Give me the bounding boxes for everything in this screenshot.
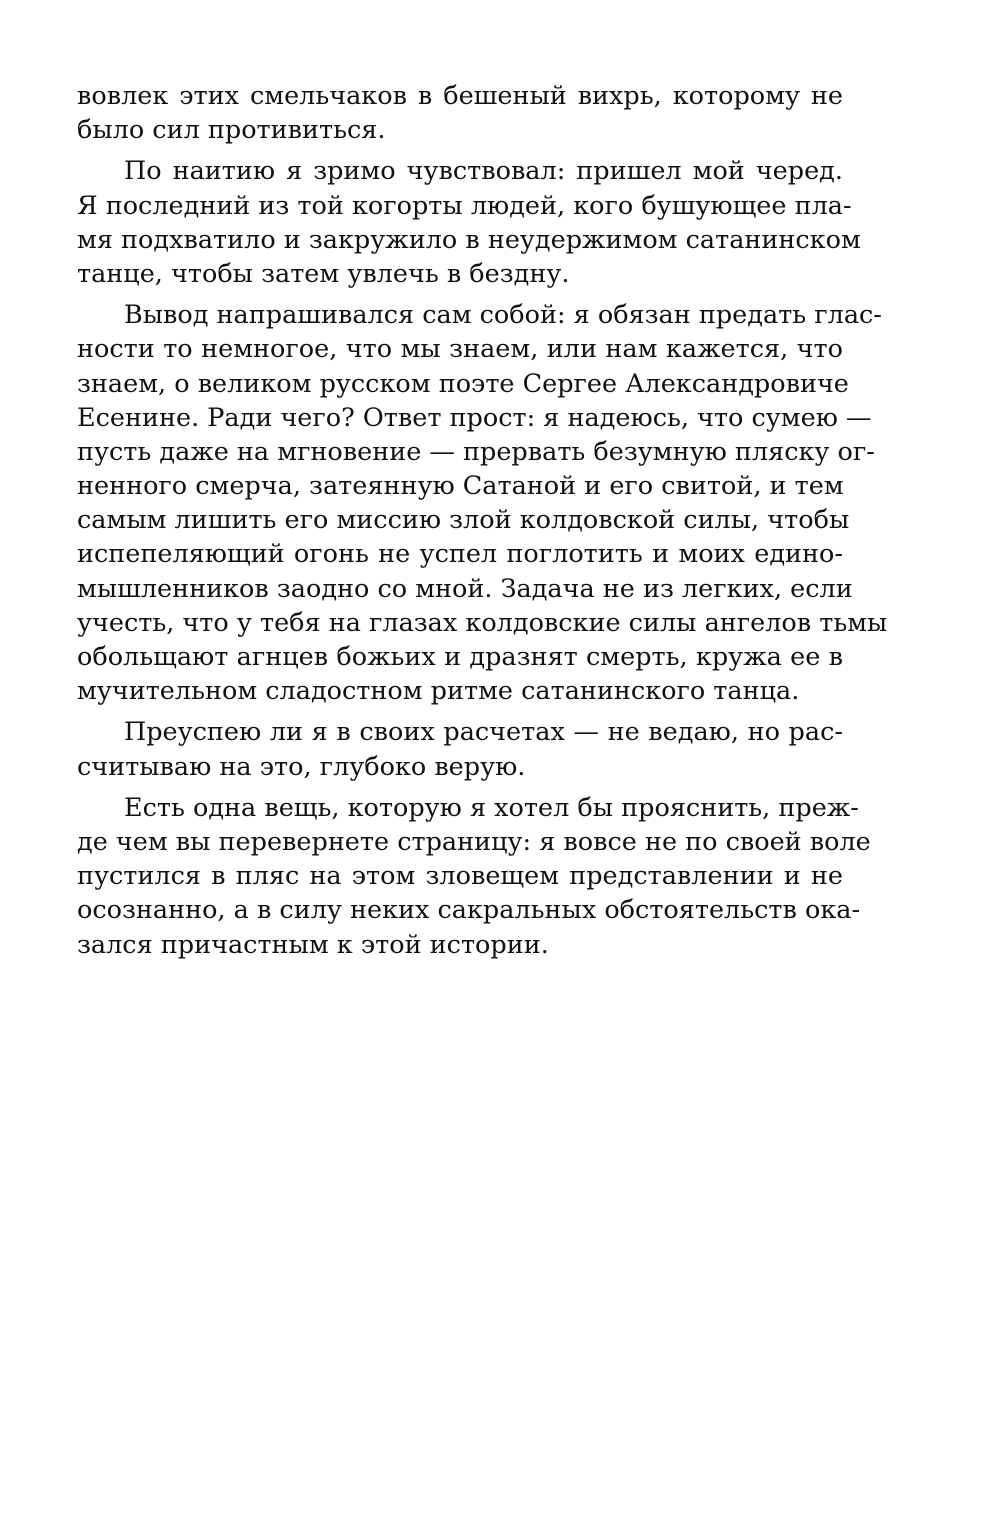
paragraph-3 (77, 298, 888, 708)
text-line: осознанно, а в силу неких сакральных обстоятельств ока- (77, 895, 861, 926)
paragraph-5 (77, 791, 871, 962)
text-line: де чем вы перевернете страницу: я вовсе не по своей воле (77, 826, 871, 857)
text-line: вовлек этих смельчаков в бешеный вихрь, которому не (77, 81, 843, 111)
text-line: Есть одна вещь, которую я хотел бы прояснить, преж- (124, 792, 859, 823)
text-line: зался причастным к этой истории. (77, 929, 549, 960)
text-line: ненного смерча, затеянную Сатаной и его свитой, и тем (77, 471, 844, 502)
text-line: считываю на это, глубоко верую. (77, 751, 526, 782)
text-line: было сил противиться. (77, 115, 386, 146)
text-line: мя подхватило и закружило в неудержимом сатанинском (77, 224, 861, 255)
text-line: учесть, что у тебя на глазах колдовские силы ангелов тьмы (77, 607, 888, 638)
paragraph-1 (77, 79, 843, 147)
text-line: ности то немногое, что мы знаем, или нам кажется, что (77, 334, 843, 365)
text-line: самым лишить его миссию злой колдовской силы, чтобы (77, 505, 850, 536)
text-line: мышленников заодно со мной. Задача не из легких, если (77, 573, 853, 604)
text-line: Есенине. Ради чего? Ответ прост: я надеюсь, что сумею — (77, 402, 872, 433)
text-line: пустился в пляс на этом зловещем представлении и не (77, 861, 843, 892)
text-line: обольщают агнцев божьих и дразнят смерть, кружа ее в (77, 642, 843, 672)
body-text (77, 79, 888, 969)
text-line: испепеляющий огонь не успел поглотить и моих едино- (77, 539, 843, 570)
paragraph-4 (77, 715, 843, 783)
text-line: знаем, о великом русском поэте Сергее Александровиче (77, 368, 849, 399)
text-line: пусть даже на мгновение — прервать безумную пляску ог- (77, 436, 875, 467)
text-line: Вывод напрашивался сам собой: я обязан предать глас- (124, 300, 882, 331)
text-line: танце, чтобы затем увлечь в бездну. (77, 258, 570, 289)
text-line: Преуспею ли я в своих расчетах — не ведаю, но рас- (124, 717, 843, 748)
text-line: мучительном сладостном ритме сатанинского танца. (77, 676, 800, 707)
text-line: По наитию я зримо чувствовал: пришел мой черед. (124, 156, 843, 187)
paragraph-2 (77, 154, 861, 291)
text-line: Я последний из той когорты людей, кого бушующее пла- (77, 190, 852, 221)
